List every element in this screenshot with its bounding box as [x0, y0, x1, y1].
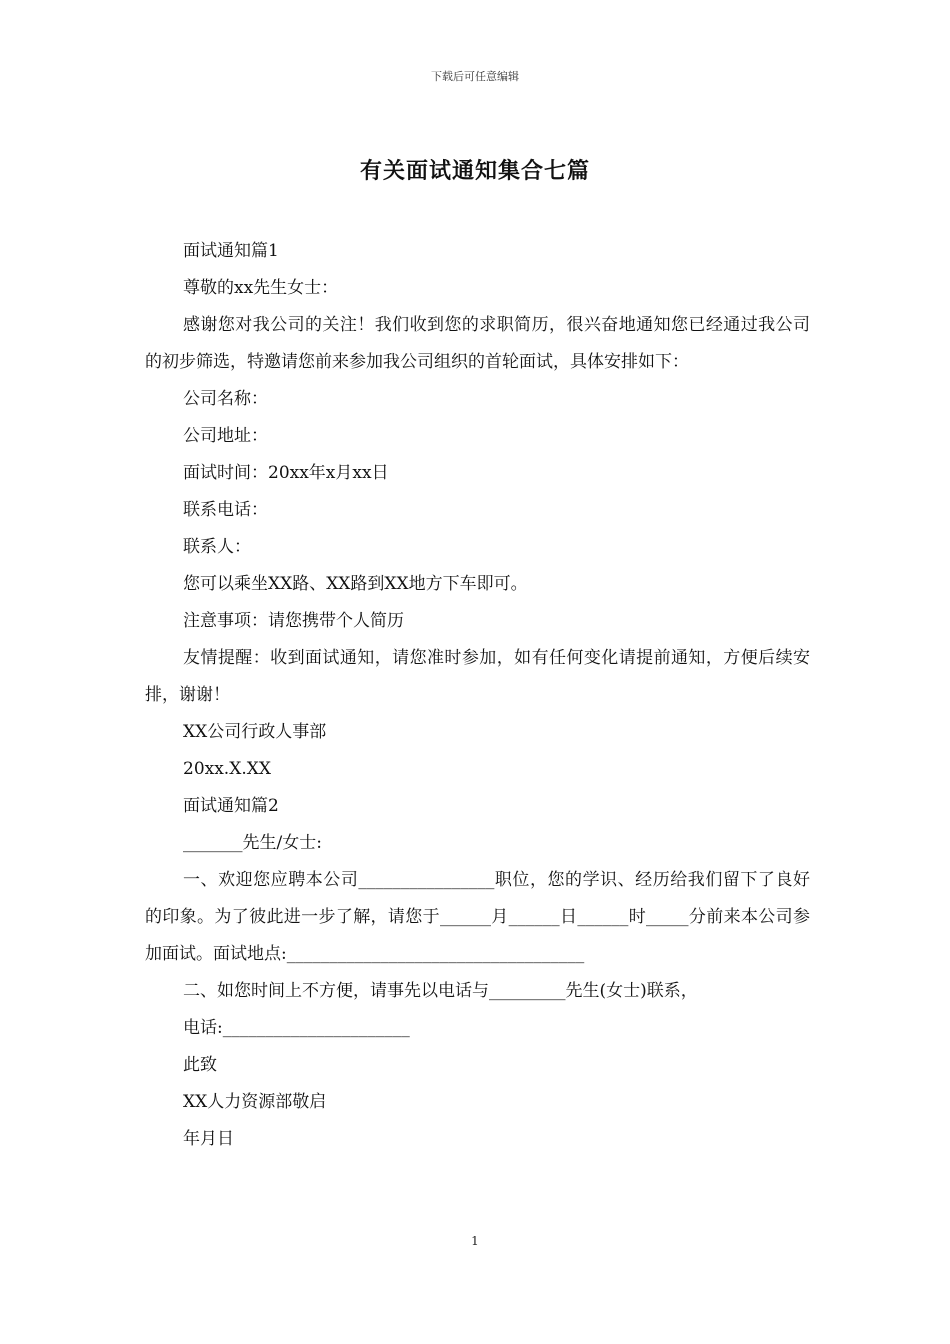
paragraph-closing: 此致 — [183, 1055, 217, 1075]
paragraph-transport: 您可以乘坐XX路、XX路到XX地方下车即可。 — [183, 574, 528, 594]
paragraph-phone-line: 电话:______________________ — [183, 1018, 410, 1038]
paragraph-interview-time: 面试时间：20xx年x月xx日 — [183, 463, 389, 483]
document-body — [145, 233, 810, 1158]
paragraph-company-name: 公司名称： — [183, 389, 268, 409]
paragraph-signature-date: 20xx.X.XX — [183, 759, 271, 779]
paragraph-salutation-2: _______先生/女士: — [183, 833, 322, 853]
paragraph-section-heading-2: 面试通知篇2 — [183, 796, 279, 816]
paragraph-signature-dept: XX公司行政人事部 — [183, 722, 327, 742]
paragraph-reminder: 友情提醒：收到面试通知，请您准时参加，如有任何变化请提前通知，方便后续安排，谢谢！ — [145, 648, 810, 705]
header-note: 下载后可任意编辑 — [431, 70, 519, 83]
paragraph-intro-1: 感谢您对我公司的关注！我们收到您的求职简历，很兴奋地通知您已经通过我公司的初步筛选，特邀请您前来参加我公司组织的首轮面试，具体安排如下： — [145, 315, 810, 372]
paragraph-date-line: 年月日 — [183, 1129, 234, 1149]
document-title: 有关面试通知集合七篇 — [359, 159, 590, 184]
page-number: 1 — [471, 1234, 479, 1248]
paragraph-salutation-1: 尊敬的xx先生女士： — [183, 278, 339, 298]
paragraph-item-2: 二、如您时间上不方便，请事先以电话与_________先生(女士)联系， — [183, 981, 698, 1001]
paragraph-section-heading-1: 面试通知篇1 — [183, 241, 279, 261]
paragraph-notes: 注意事项：请您携带个人简历 — [183, 611, 404, 631]
paragraph-signature-hr: XX人力资源部敬启 — [183, 1092, 327, 1112]
paragraph-contact-phone: 联系电话： — [183, 500, 268, 520]
paragraph-company-address: 公司地址： — [183, 426, 268, 446]
paragraph-contact-person: 联系人： — [183, 537, 251, 557]
paragraph-item-1: 一、欢迎您应聘本公司________________职位，您的学识、经历给我们留下了良好的印象。为了彼此进一步了解，请您于______月______日______时_____分前来本公司参加面试。面试地点:___________________________________ — [145, 870, 810, 964]
